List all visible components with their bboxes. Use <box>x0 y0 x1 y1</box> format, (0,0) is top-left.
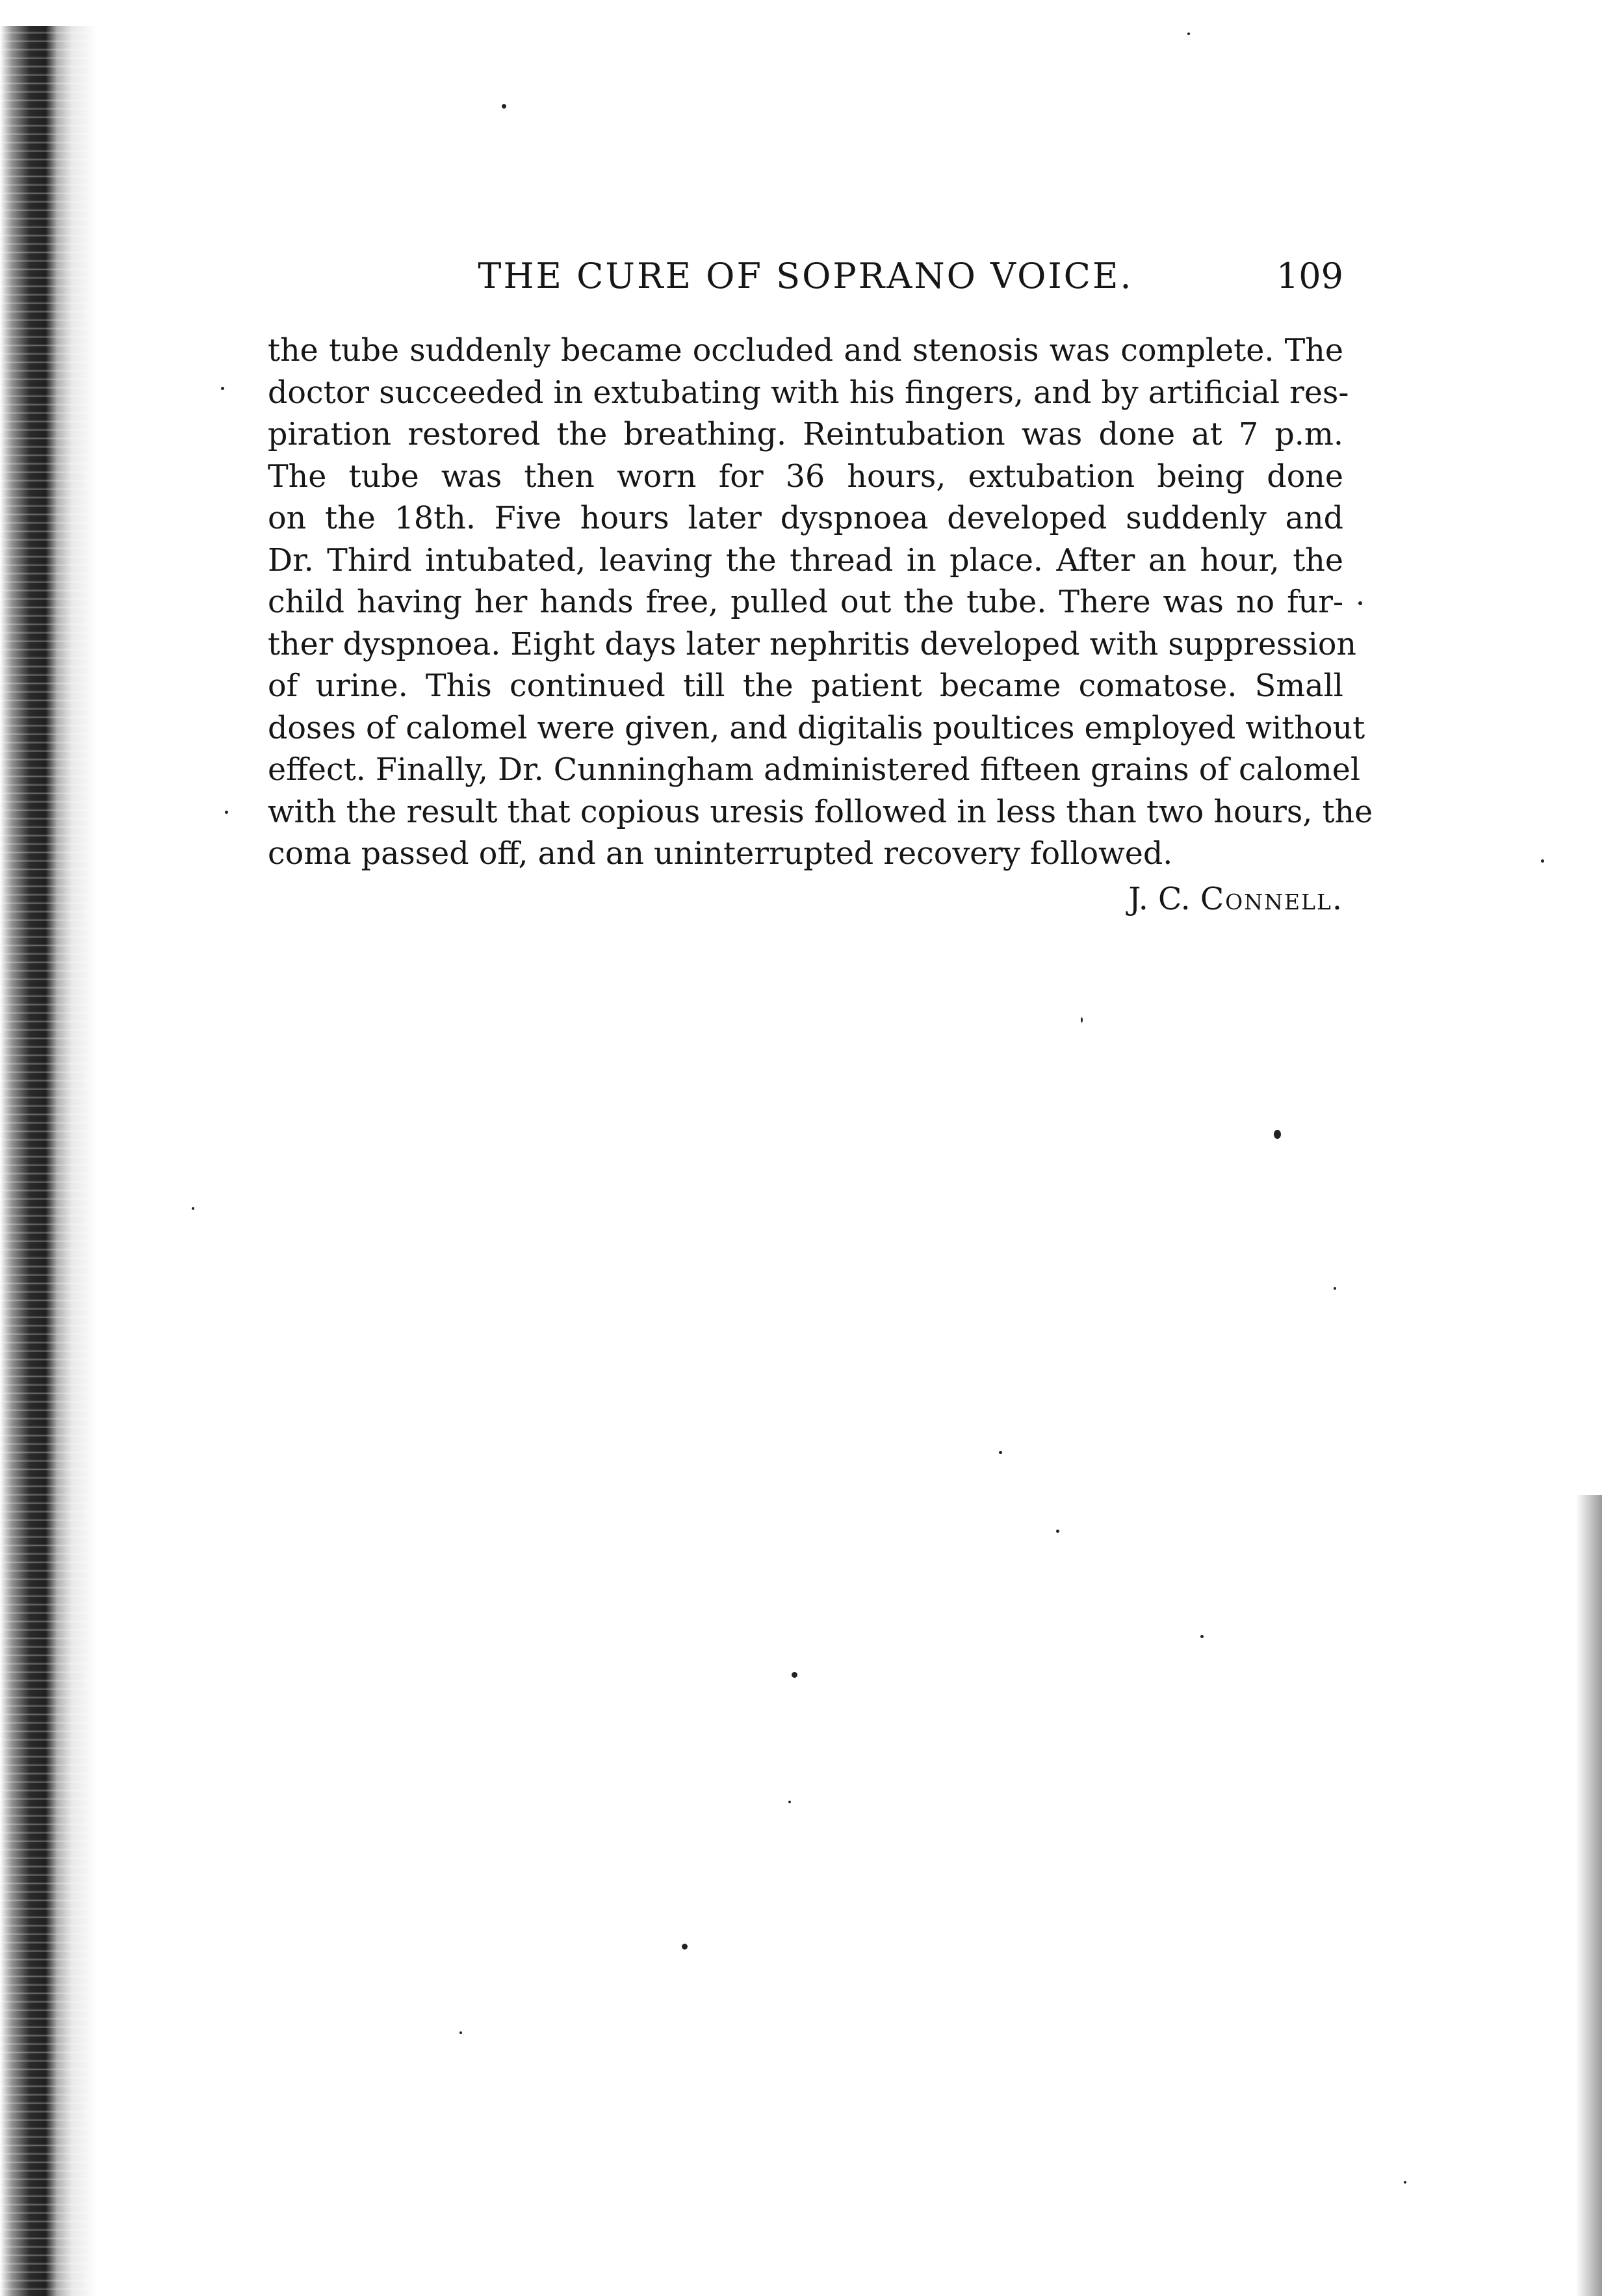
signature-surname: Connell. <box>1200 881 1343 917</box>
scan-speck <box>502 104 506 109</box>
text-line: child having her hands free, pulled out the tube. There was no fur- <box>268 584 1343 620</box>
running-title: THE CURE OF SOPRANO VOICE. <box>478 255 1133 296</box>
scan-speck <box>1056 1530 1059 1533</box>
scan-speck <box>1358 601 1362 605</box>
text-line: of urine. This continued till the patient became comatose. Small <box>268 668 1343 704</box>
text-line: piration restored the breathing. Reintubation was done at 7 p.m. <box>268 417 1343 452</box>
text-line: The tube was then worn for 36 hours, extubation being done <box>268 458 1343 495</box>
scan-speck <box>459 2031 462 2034</box>
scan-speck <box>999 1451 1002 1454</box>
text-line: doctor succeeded in extubating with his fingers, and by artificial res- <box>268 374 1349 411</box>
right-edge-shadow <box>1576 1495 1602 2296</box>
scan-speck <box>1274 1130 1281 1139</box>
scan-speck <box>192 1207 194 1210</box>
text-line: ther dyspnoea. Eight days later nephritis developed with suppression <box>268 626 1357 662</box>
text-line: with the result that copious uresis followed in less than two hours, the <box>268 794 1373 830</box>
signature-initials: J. C. <box>1128 881 1191 917</box>
scan-speck <box>682 1944 688 1950</box>
text-line: doses of calomel were given, and digitalis poultices employed without <box>268 710 1365 746</box>
scan-speck <box>1404 2181 1406 2184</box>
text-line: coma passed off, and an uninterrupted recovery followed. <box>268 836 1173 872</box>
running-head <box>268 247 1343 306</box>
scan-speck <box>1334 1287 1336 1290</box>
text-line: Dr. Third intubated, leaving the thread in place. After an hour, the <box>268 542 1343 579</box>
scan-speck <box>792 1672 797 1678</box>
scan-speck <box>1081 1017 1083 1023</box>
scan-speck <box>221 387 224 390</box>
text-line: the tube suddenly became occluded and stenosis was complete. The <box>268 333 1343 369</box>
binding-edge-shadow <box>0 26 97 2296</box>
scan-speck <box>788 1801 791 1803</box>
text-line: effect. Finally, Dr. Cunningham administered fifteen grains of calomel <box>268 752 1361 788</box>
body-paragraph <box>268 330 1373 876</box>
text-line: on the 18th. Five hours later dyspnoea developed suddenly and <box>268 501 1343 536</box>
scan-speck <box>1187 33 1190 35</box>
scan-speck <box>225 811 228 814</box>
page-number: 109 <box>1276 255 1343 296</box>
scan-speck <box>1541 859 1544 863</box>
scan-speck <box>1200 1635 1204 1638</box>
author-signature <box>1128 879 1343 920</box>
